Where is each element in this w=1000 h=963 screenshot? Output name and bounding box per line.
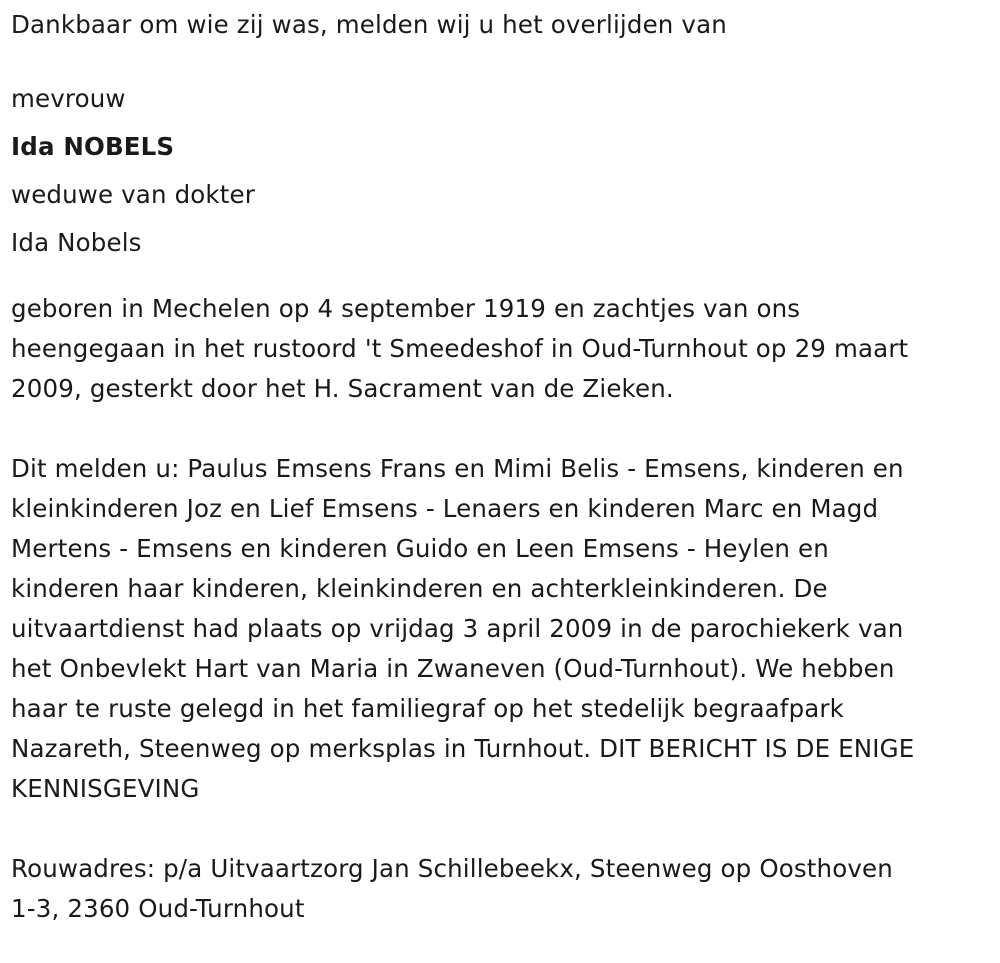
paragraph-line: KENNISGEVING bbox=[11, 774, 200, 803]
paragraph-line: heengegaan in het rustoord 't Smeedeshof in Oud-Turnhout op 29 maart bbox=[11, 334, 909, 363]
birth-death-paragraph bbox=[11, 289, 996, 409]
spacer bbox=[11, 267, 996, 289]
paragraph-line: het Onbevlekt Hart van Maria in Zwaneven (Oud-Turnhout). We hebben bbox=[11, 654, 895, 683]
paragraph-line: Mertens - Emsens en kinderen Guido en Leen Emsens - Heylen en bbox=[11, 534, 829, 563]
paragraph-line: Dit melden u: Paulus Emsens Frans en Mimi Belis - Emsens, kinderen en bbox=[11, 454, 904, 483]
paragraph-line: 2009, gesterkt door het H. Sacrament van de Zieken. bbox=[11, 374, 674, 403]
honorific: mevrouw bbox=[11, 84, 126, 113]
address-paragraph bbox=[11, 849, 996, 929]
paragraph-line: uitvaartdienst had plaats op vrijdag 3 april 2009 in de parochiekerk van bbox=[11, 614, 904, 643]
paragraph-line: kleinkinderen Joz en Lief Emsens - Lenaers en kinderen Marc en Magd bbox=[11, 494, 879, 523]
paragraph-line: geboren in Mechelen op 4 september 1919 en zachtjes van ons bbox=[11, 294, 801, 323]
obituary-notice bbox=[11, 0, 996, 929]
deceased-name: Ida NOBELS bbox=[11, 132, 175, 161]
paragraph-line: Nazareth, Steenweg op merksplas in Turnhout. DIT BERICHT IS DE ENIGE bbox=[11, 734, 915, 763]
spouse-name: Ida Nobels bbox=[11, 228, 142, 257]
family-paragraph bbox=[11, 449, 996, 809]
relation-text: weduwe van dokter bbox=[11, 180, 255, 209]
spacer bbox=[11, 409, 996, 449]
paragraph-line: Rouwadres: p/a Uitvaartzorg Jan Schillebeekx, Steenweg op Oosthoven bbox=[11, 854, 893, 883]
spacer bbox=[11, 45, 996, 77]
intro-text: Dankbaar om wie zij was, melden wij u het overlijden van bbox=[11, 10, 727, 39]
paragraph-line: 1-3, 2360 Oud-Turnhout bbox=[11, 894, 305, 923]
spacer bbox=[11, 809, 996, 849]
paragraph-line: kinderen haar kinderen, kleinkinderen en achterkleinkinderen. De bbox=[11, 574, 828, 603]
paragraph-line: haar te ruste gelegd in het familiegraf op het stedelijk begraafpark bbox=[11, 694, 844, 723]
